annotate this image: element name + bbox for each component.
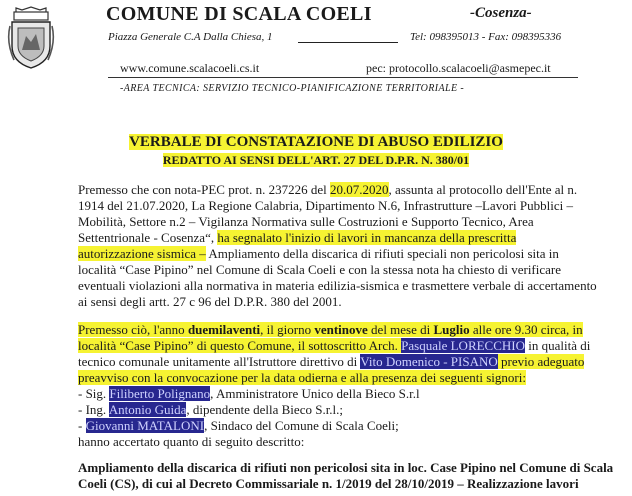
- p2-highlight: [78, 322, 583, 337]
- p2-highlight: [78, 338, 525, 353]
- p2-line-6: [78, 402, 343, 418]
- p1-text: , assunta al protocollo dell'Ente al n.: [388, 182, 578, 197]
- p3-line-2: Coeli (CS), di cui al Decreto Commissariale n. 1/2019 del 28/10/2019 – Realizzazione lavori: [78, 476, 579, 491]
- document-subtitle: [0, 153, 632, 168]
- p1-text: Premesso che con nota-PEC prot. n. 237226 del: [78, 182, 331, 197]
- document-title: [0, 134, 632, 151]
- p2-text: in qualità di: [525, 338, 591, 353]
- p2-text: del mese di: [367, 322, 434, 337]
- p2-text: , il giorno: [260, 322, 315, 337]
- p1-line-4: [78, 230, 516, 246]
- p2-line-7: [78, 418, 399, 434]
- phone-fax: Tel: 098395013 - Fax: 098395336: [410, 31, 562, 43]
- p1-line-7: eventuali violazioni alla normativa in materia edilizia-sismica e trasmettere verbale di accertamento: [78, 278, 597, 293]
- p2-line-8: hanno accertato quanto di seguito descritto:: [78, 434, 305, 449]
- header-divider: [108, 77, 578, 78]
- province-name: -Cosenza-: [470, 5, 532, 21]
- p2-text: , Amministratore Unico della Bieco S.r.l: [210, 386, 420, 401]
- redacted-name: Pasquale LORECCHIO: [401, 338, 526, 353]
- note-date: 20.07.2020: [330, 182, 389, 197]
- day-text: ventinove: [314, 322, 368, 337]
- p2-text: località “Case Pipino” di questo Comune, il sottoscritto Arch.: [78, 338, 402, 353]
- p1-line-1: [78, 182, 577, 198]
- subtitle-highlight: REDATTO AI SENSI DELL'ART. 27 DEL D.P.R. N. 380/01: [162, 153, 470, 167]
- p1-text: Ampliamento della discarica di rifiuti speciali non pericolosi sita in: [205, 246, 559, 261]
- p1-line-6: località “Case Pipino” nel Comune di Scala Coeli e con la stessa nota ha chiesto di verificare: [78, 262, 562, 277]
- p2-line-1: [78, 322, 583, 338]
- p2-text: - Ing.: [78, 402, 109, 417]
- p2-text: tecnico comunale unitamente all'Istruttore direttivo di: [78, 354, 361, 369]
- municipality-name: COMUNE DI SCALA COELI: [106, 3, 372, 25]
- p1-text: Settentrionale - Cosenza“,: [78, 230, 218, 245]
- p1-line-3: Mobilità, Settore n.2 – Vigilanza Normativa sulle Costruzioni e Supporto Tecnico, Area: [78, 214, 534, 229]
- p2-text: alle ore 9.30 circa, in: [469, 322, 583, 337]
- p2-text: -: [78, 418, 86, 433]
- p1-line-8: ai sensi degli artt. 27 c 96 del D.P.R. 380 del 2001.: [78, 294, 342, 309]
- p2-text: , Sindaco del Comune di Scala Coeli;: [204, 418, 399, 433]
- p1-line-5: [78, 246, 559, 262]
- p2-text: previo adeguato: [497, 354, 585, 369]
- p2-text: Premesso ciò, l'anno: [78, 322, 188, 337]
- redacted-name: Vito Domenico - PISANO: [360, 354, 498, 369]
- p2-highlight: preavviso con la convocazione per la data odierna e alla presenza dei seguenti signori:: [78, 370, 526, 385]
- department-line: -AREA TECNICA: SERVIZIO TECNICO-PIANIFICAZIONE TERRITORIALE -: [120, 83, 465, 94]
- p2-text: - Sig.: [78, 386, 110, 401]
- report-highlight: autorizzazione sismica –: [78, 246, 206, 261]
- month-text: Luglio: [433, 322, 470, 337]
- p2-line-4: [78, 370, 526, 386]
- redacted-name: Giovanni MATALONI: [85, 418, 205, 433]
- p2-line-3: [78, 354, 584, 370]
- p2-line-2: [78, 338, 590, 354]
- redacted-name: Filiberto Polignano: [109, 386, 211, 401]
- p1-line-2: 1914 del 21.07.2020, La Regione Calabria, Dipartimento N.6, Infrastrutture –Lavori Pubblici –: [78, 198, 573, 213]
- p2-line-5: [78, 386, 420, 402]
- p2-text: , dipendente della Bieco S.r.l.;: [186, 402, 344, 417]
- title-highlight: VERBALE DI CONSTATAZIONE DI ABUSO EDILIZIO: [129, 134, 503, 150]
- municipal-address: Piazza Generale C.A Dalla Chiesa, 1: [108, 31, 273, 43]
- website-link[interactable]: www.comune.scalacoeli.cs.it: [120, 61, 260, 75]
- redacted-name: Antonio Guida: [108, 402, 187, 417]
- header-divider-short: [298, 42, 398, 43]
- report-highlight: ha segnalato l'inizio di lavori in mancanza della prescritta: [217, 230, 517, 245]
- year-text: duemilaventi: [187, 322, 261, 337]
- p2-highlight: [360, 354, 584, 369]
- p3-line-1: Ampliamento della discarica di rifiuti non pericolosi sita in loc. Case Pipino nel Comune di Scala: [78, 460, 614, 475]
- municipal-crest-icon: [6, 6, 56, 70]
- pec-email[interactable]: pec: protocollo.scalacoeli@asmepec.it: [366, 61, 551, 75]
